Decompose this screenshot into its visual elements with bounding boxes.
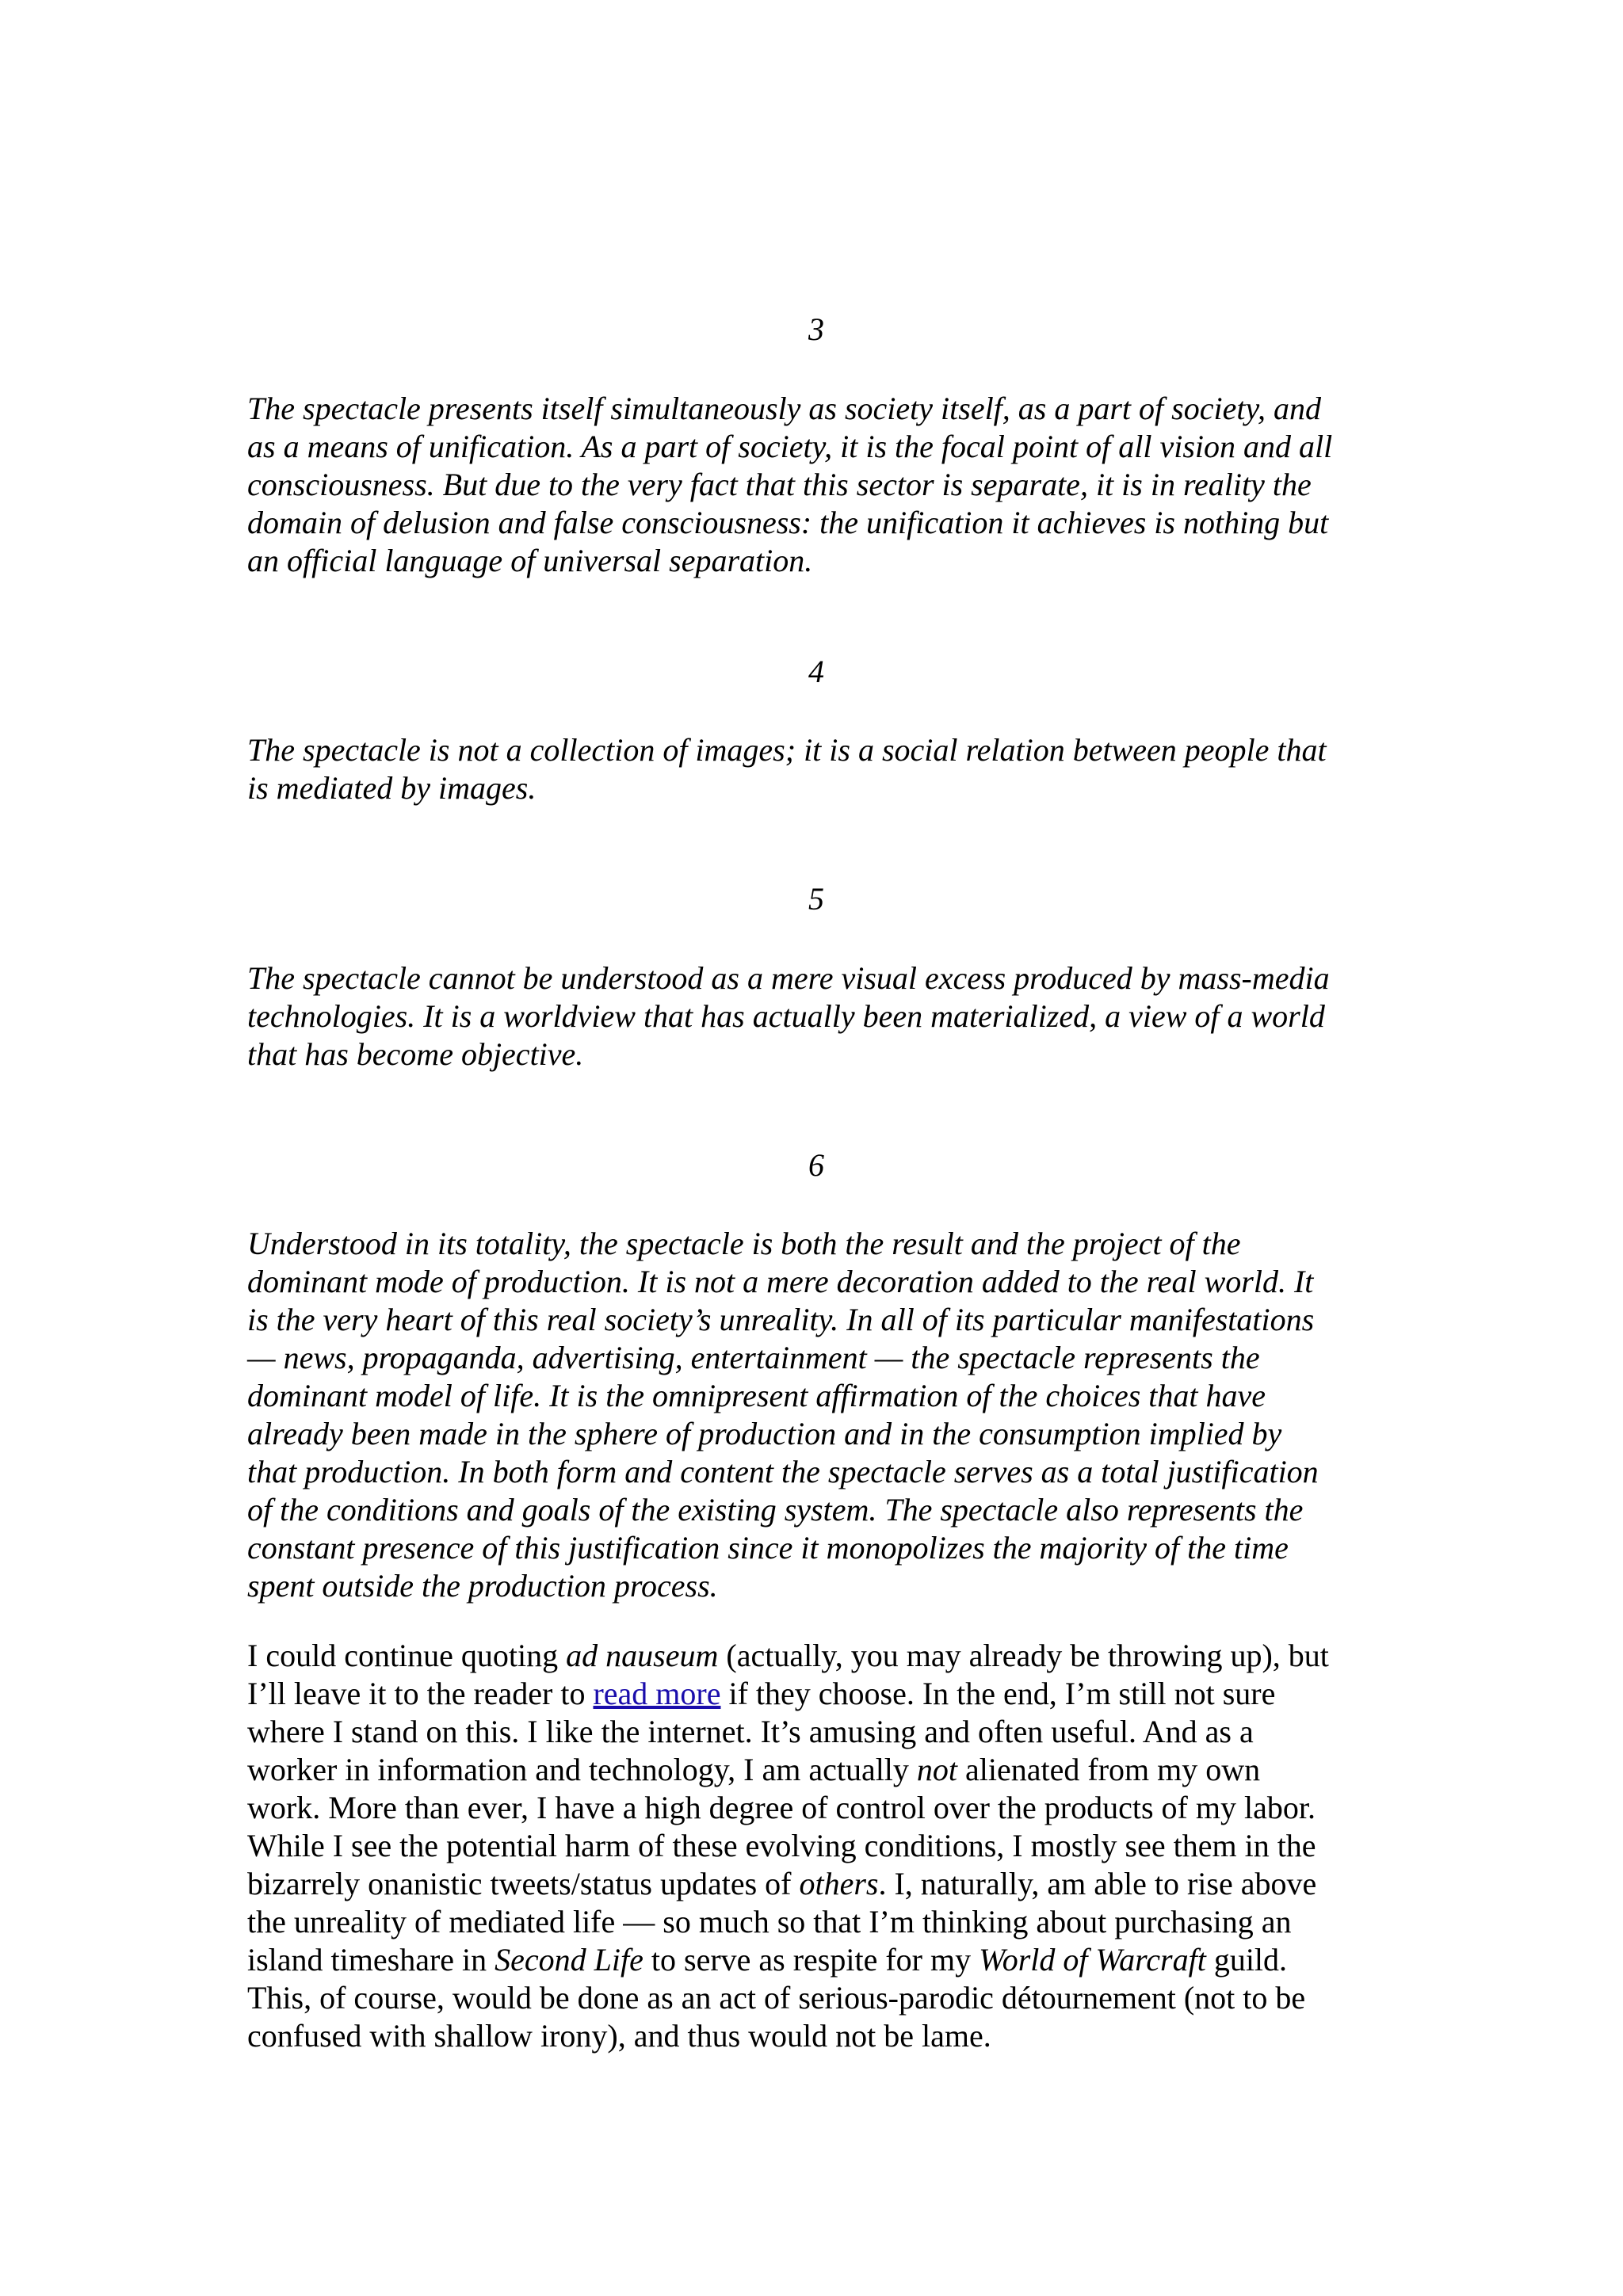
commentary-line: work. More than ever, I have a high degree of control over the products of my labor. <box>247 1790 1316 1825</box>
commentary-line: confused with shallow irony), and thus would not be lame. <box>247 2018 991 2054</box>
commentary-line: I’ll leave it to the reader to read more if they choose. In the end, I’m still not sure <box>247 1676 1276 1711</box>
quote-line: The spectacle is not a collection of images; it is a social relation between people that <box>247 732 1327 768</box>
quote-line: as a means of unification. As a part of society, it is the focal point of all vision and all <box>247 429 1333 464</box>
commentary-line: the unreality of mediated life — so much so that I’m thinking about purchasing an <box>247 1904 1292 1939</box>
quote-line: an official language of universal separation. <box>247 543 813 578</box>
emphasis-second-life: Second Life <box>495 1942 643 1978</box>
commentary-line: island timeshare in Second Life to serve as respite for my World of Warcraft guild. <box>247 1942 1288 1978</box>
emphasis-not: not <box>916 1752 958 1787</box>
quote-line: already been made in the sphere of production and in the consumption implied by <box>247 1416 1282 1451</box>
commentary-line: I could continue quoting ad nauseum (actually, you may already be throwing up), but <box>247 1638 1329 1673</box>
quote-line: that production. In both form and content the spectacle serves as a total justification <box>247 1454 1319 1489</box>
section-number-6: 6 <box>808 1147 824 1183</box>
quote-section-5 <box>247 959 1388 1074</box>
emphasis-others: others <box>799 1866 879 1901</box>
commentary-line: worker in information and technology, I am actually not alienated from my own <box>247 1752 1261 1787</box>
quote-line: spent outside the production process. <box>247 1568 718 1604</box>
commentary-line: bizarrely onanistic tweets/status updates of others. I, naturally, am able to rise above <box>247 1866 1317 1901</box>
quote-line: domain of delusion and false consciousness: the unification it achieves is nothing but <box>247 505 1329 540</box>
quote-line: consciousness. But due to the very fact that this sector is separate, it is in reality the <box>247 467 1312 502</box>
quote-line: of the conditions and goals of the existing system. The spectacle also represents the <box>247 1492 1304 1527</box>
section-number-4: 4 <box>808 654 824 689</box>
commentary-line: This, of course, would be done as an act of serious-parodic détournement (not to be <box>247 1980 1306 2016</box>
read-more-link[interactable]: read more <box>593 1676 721 1711</box>
section-number-3: 3 <box>808 311 824 347</box>
quote-line: technologies. It is a worldview that has actually been materialized, a view of a world <box>247 998 1325 1034</box>
section-number-5: 5 <box>808 881 824 917</box>
quote-section-4 <box>247 731 1388 807</box>
emphasis-world-of-warcraft: World of Warcraft <box>979 1942 1206 1978</box>
quote-line: — news, propaganda, advertising, entertainment — the spectacle represents the <box>247 1340 1260 1375</box>
quote-line: The spectacle presents itself simultaneously as society itself, as a part of society, and <box>247 391 1321 426</box>
emphasis-ad-nauseum: ad nauseum <box>566 1638 719 1673</box>
quote-line: Understood in its totality, the spectacle is both the result and the project of the <box>247 1226 1241 1261</box>
quote-line: constant presence of this justification since it monopolizes the majority of the time <box>247 1530 1289 1566</box>
commentary-line: where I stand on this. I like the internet. It’s amusing and often useful. And as a <box>247 1714 1254 1749</box>
quote-line: dominant model of life. It is the omnipresent affirmation of the choices that have <box>247 1378 1266 1413</box>
quote-line: The spectacle cannot be understood as a mere visual excess produced by mass-media <box>247 960 1330 996</box>
quote-section-6 <box>247 1225 1388 1605</box>
quote-line: dominant mode of production. It is not a mere decoration added to the real world. It <box>247 1264 1314 1299</box>
quote-line: is mediated by images. <box>247 770 537 806</box>
quote-section-3 <box>247 390 1388 580</box>
quote-line: that has become objective. <box>247 1036 584 1072</box>
commentary-line: While I see the potential harm of these evolving conditions, I mostly see them in the <box>247 1828 1316 1863</box>
commentary-paragraph <box>247 1637 1388 2055</box>
quote-line: is the very heart of this real society’s unreality. In all of its particular manifestations <box>247 1302 1315 1337</box>
